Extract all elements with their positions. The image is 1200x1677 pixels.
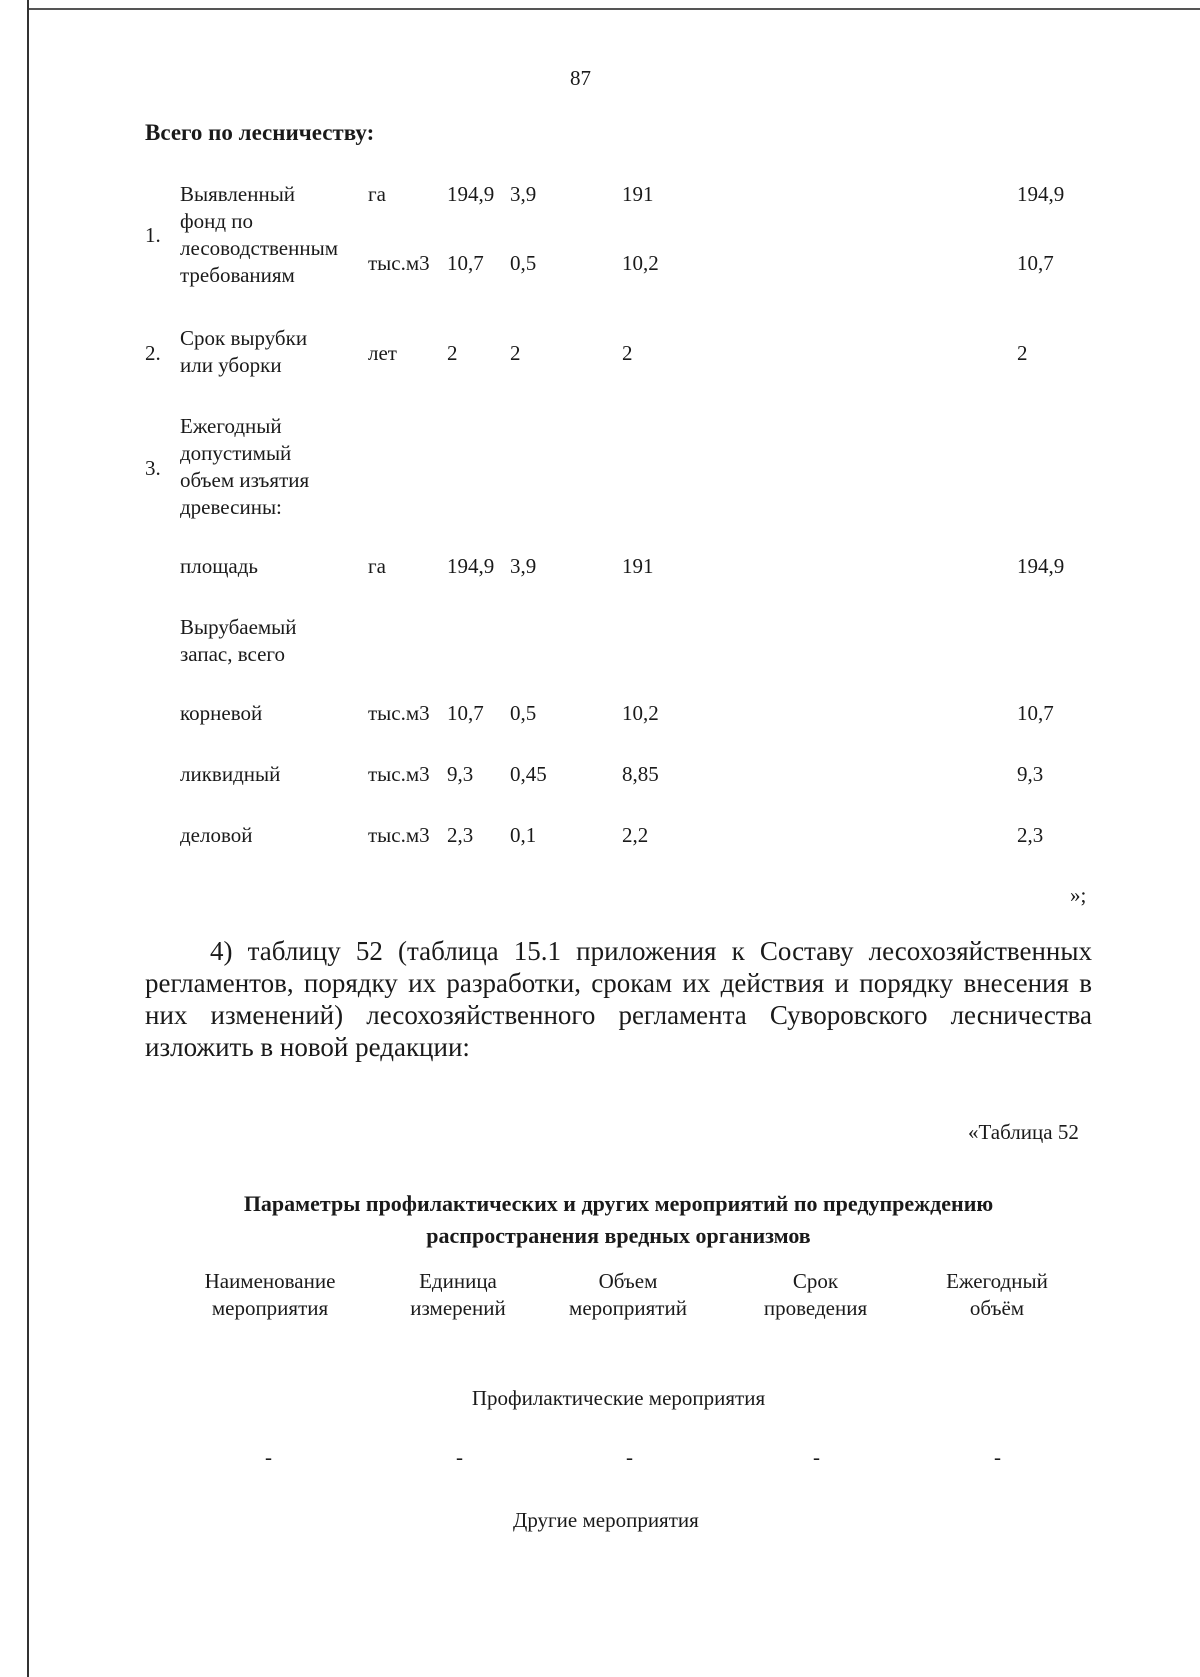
dash-cell: - (994, 1445, 1001, 1469)
value-cell: 2,3 (447, 823, 474, 847)
header-line: проведения (763, 1296, 868, 1320)
value-cell: 191 (622, 554, 654, 578)
header-line: мероприятий (569, 1296, 687, 1320)
value-cell: 2,2 (622, 823, 649, 847)
value-cell: 194,9 (1017, 554, 1065, 578)
value-cell: 2 (1017, 341, 1028, 365)
amendment-paragraph (145, 935, 1092, 1063)
value-cell: 10,7 (447, 251, 484, 275)
value-cell: 191 (622, 182, 654, 206)
row-label: деловой (180, 823, 253, 847)
row-label (180, 614, 297, 668)
row-number: 1. (145, 223, 161, 247)
table-caption: «Таблица 52 (968, 1120, 1079, 1144)
table-title-line1: Параметры профилактических и других мероприятий по предупреждению (243, 1191, 994, 1216)
unit-cell: тыс.м3 (368, 251, 430, 275)
value-cell: 2 (622, 341, 633, 365)
label-line: Выявленный (180, 182, 296, 206)
scan-border-top (28, 8, 1200, 10)
value-cell: 0,5 (510, 701, 537, 725)
label-line: древесины: (180, 495, 282, 519)
unit-cell: га (368, 182, 386, 206)
header-line: Объем (598, 1269, 658, 1293)
row-label (180, 181, 338, 289)
value-cell: 0,1 (510, 823, 537, 847)
header-line: мероприятия (211, 1296, 329, 1320)
column-header-period (733, 1268, 898, 1322)
header-line: Срок (792, 1269, 839, 1293)
label-line: Срок вырубки (180, 326, 308, 350)
row-label: ликвидный (180, 762, 281, 786)
label-line: допустимый (180, 441, 292, 465)
label-line: Ежегодный (180, 414, 282, 438)
value-cell: 10,7 (1017, 701, 1054, 725)
scan-border-left (27, 0, 29, 1677)
label-line: фонд по (180, 209, 254, 233)
value-cell: 194,9 (447, 554, 495, 578)
label-line: объем изъятия (180, 468, 310, 492)
paragraph-rest: регламентов, порядку их разработки, срокам их действия и порядку внесения в них изменений) лесохозяйственного регламента Суворовского лесничества изложить в новой редакции: (145, 968, 1092, 1062)
value-cell: 10,7 (447, 701, 484, 725)
column-header-annual (917, 1268, 1077, 1322)
row-label (180, 413, 309, 521)
value-cell: 2,3 (1017, 823, 1044, 847)
row-label: площадь (180, 554, 258, 578)
header-line: Единица (419, 1269, 497, 1293)
label-line: требованиям (180, 263, 295, 287)
dash-cell: - (265, 1445, 272, 1469)
row-number: 3. (145, 456, 161, 480)
section-preventive: Профилактические мероприятия (471, 1386, 766, 1410)
value-cell: 2 (510, 341, 521, 365)
unit-cell: тыс.м3 (368, 823, 430, 847)
section-other: Другие мероприятия (513, 1508, 699, 1532)
table-title-line2: распространения вредных организмов (426, 1223, 811, 1248)
unit-cell: га (368, 554, 386, 578)
unit-cell: тыс.м3 (368, 701, 430, 725)
unit-cell: тыс.м3 (368, 762, 430, 786)
header-line: Наименование (204, 1269, 336, 1293)
value-cell: 10,7 (1017, 251, 1054, 275)
row-label (180, 325, 307, 379)
header-line: Ежегодный (946, 1269, 1048, 1293)
dash-cell: - (813, 1445, 820, 1469)
closing-quote: »; (1070, 883, 1087, 907)
header-line: объём (969, 1296, 1025, 1320)
value-cell: 8,85 (622, 762, 659, 786)
value-cell: 0,45 (510, 762, 547, 786)
section-heading: Всего по лесничеству: (145, 120, 375, 145)
row-number: 2. (145, 341, 161, 365)
value-cell: 3,9 (510, 554, 537, 578)
label-line: запас, всего (180, 642, 285, 666)
paragraph-first-line: 4) таблицу 52 (таблица 15.1 приложения к Составу лесохозяйственных (210, 936, 1092, 966)
dash-cell: - (626, 1445, 633, 1469)
value-cell: 0,5 (510, 251, 537, 275)
page-number: 87 (570, 66, 591, 90)
value-cell: 2 (447, 341, 458, 365)
dash-cell: - (456, 1445, 463, 1469)
value-cell: 9,3 (447, 762, 474, 786)
column-header-name (175, 1268, 365, 1322)
value-cell: 9,3 (1017, 762, 1044, 786)
unit-cell: лет (368, 341, 397, 365)
value-cell: 3,9 (510, 182, 537, 206)
label-line: лесоводственным (180, 236, 338, 260)
column-header-unit (368, 1268, 548, 1322)
value-cell: 10,2 (622, 251, 659, 275)
label-line: Вырубаемый (180, 615, 297, 639)
value-cell: 10,2 (622, 701, 659, 725)
value-cell: 194,9 (1017, 182, 1065, 206)
column-header-volume (548, 1268, 708, 1322)
header-line: измерений (410, 1296, 506, 1320)
label-line: или уборки (180, 353, 282, 377)
value-cell: 194,9 (447, 182, 495, 206)
row-label: корневой (180, 701, 263, 725)
